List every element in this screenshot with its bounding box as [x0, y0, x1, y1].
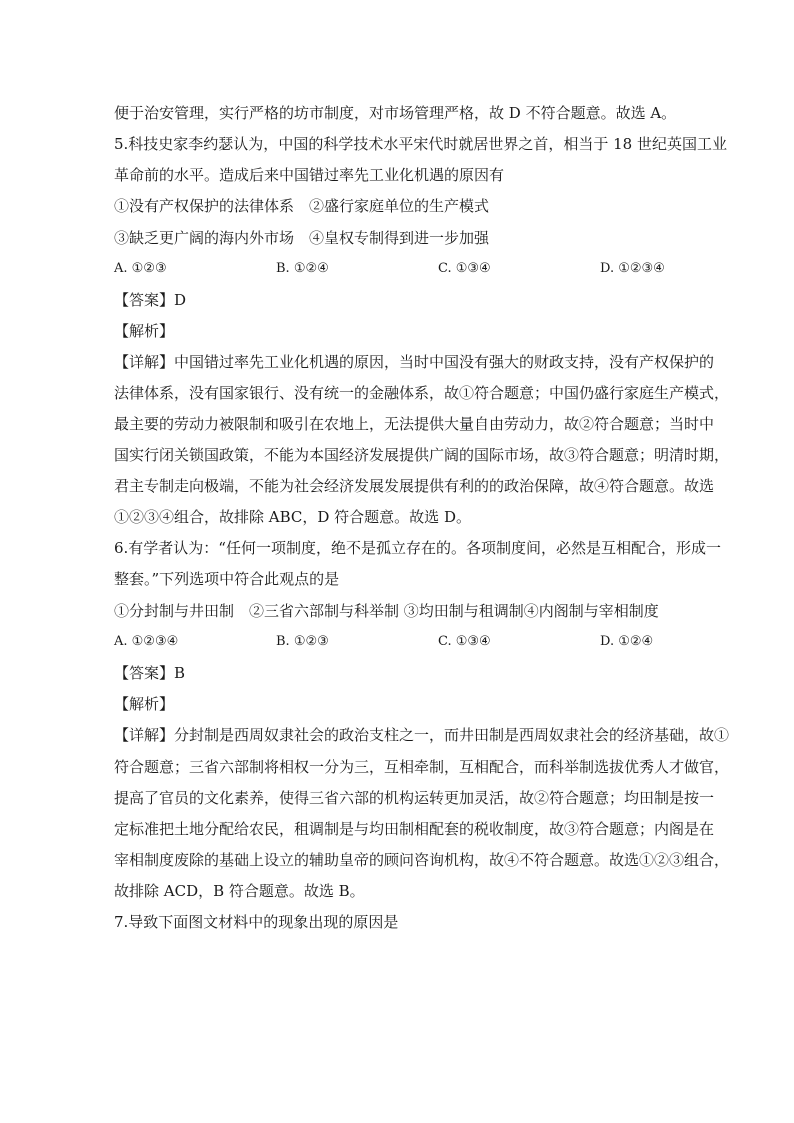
option-b: B. ①②④ [276, 261, 329, 276]
explanation-line: 【详解】中国错过率先工业化机遇的原因，当时中国没有强大的财政支持，没有产权保护的 [114, 353, 715, 371]
option-d: D. ①②④ [600, 634, 654, 649]
analysis-heading: 【解析】 [114, 695, 175, 713]
question-7-stem: 7.导致下面图文材料中的现象出现的原因是 [114, 913, 399, 931]
option-c: C. ①③④ [438, 261, 491, 276]
explanation-line: 【详解】分封制是西周奴隶社会的政治支柱之一，而井田制是西周奴隶社会的经济基础，故① [114, 726, 730, 744]
explanation-line: 宰相制度废除的基础上设立的辅助皇帝的顾问咨询机构，故④不符合题意。故选①②③组合， [114, 851, 730, 869]
option-a: A. ①②③ [114, 261, 167, 276]
question-5-items: ③缺乏更广阔的海内外市场 ④皇权专制得到进一步加强 [114, 229, 490, 247]
explanation-line: 定标准把土地分配给农民，租调制是与均田制相配套的税收制度，故③符合题意；内阁是在 [114, 820, 715, 838]
answer-line: 【答案】B [114, 664, 186, 682]
analysis-heading: 【解析】 [114, 322, 175, 340]
question-5-stem: 5.科技史家李约瑟认为，中国的科学技术水平宋代时就居世界之首，相当于 18 世纪英国工业 [114, 135, 727, 153]
explanation-line: ①②③④组合，故排除 ABC，D 符合题意。故选 D。 [114, 508, 471, 526]
question-6-stem: 整套。”下列选项中符合此观点的是 [114, 570, 340, 588]
option-a: A. ①②③④ [114, 634, 179, 649]
question-6-stem: 6.有学者认为：“任何一项制度，绝不是孤立存在的。各项制度间，必然是互相配合，形成一 [114, 539, 721, 557]
option-b: B. ①②③ [276, 634, 329, 649]
option-c: C. ①③④ [438, 634, 491, 649]
option-d: D. ①②③④ [600, 261, 665, 276]
explanation-line: 故排除 ACD，B 符合题意。故选 B。 [114, 882, 365, 900]
explanation-line: 君主专制走向极端，不能为社会经济发展发展提供有利的的政治保障，故④符合题意。故选 [114, 477, 715, 495]
explanation-line: 国实行闭关锁国政策，不能为本国经济发展提供广阔的国际市场，故③符合题意；明清时期， [114, 446, 730, 464]
explanation-line: 最主要的劳动力被限制和吸引在农地上，无法提供大量自由劳动力，故②符合题意；当时中 [114, 415, 715, 433]
question-5-items: ①没有产权保护的法律体系 ②盛行家庭单位的生产模式 [114, 197, 490, 215]
explanation-line: 提高了官员的文化素养，使得三省六部的机构运转更加灵活，故②符合题意；均田制是按一 [114, 789, 715, 807]
question-6-items: ①分封制与井田制 ②三省六部制与科举制 ③均田制与租调制④内阁制与宰相制度 [114, 602, 659, 620]
answer-line: 【答案】D [114, 291, 187, 309]
explanation-line: 符合题意；三省六部制将相权一分为三，互相牵制，互相配合，而科举制选拔优秀人才做官， [114, 758, 730, 776]
text-line: 便于治安管理，实行严格的坊市制度，对市场管理严格，故 D 不符合题意。故选 A。 [114, 104, 677, 122]
question-5-stem: 革命前的水平。造成后来中国错过率先工业化机遇的原因有 [114, 166, 505, 184]
explanation-line: 法律体系，没有国家银行、没有统一的金融体系，故①符合题意；中国仍盛行家庭生产模式， [114, 384, 730, 402]
